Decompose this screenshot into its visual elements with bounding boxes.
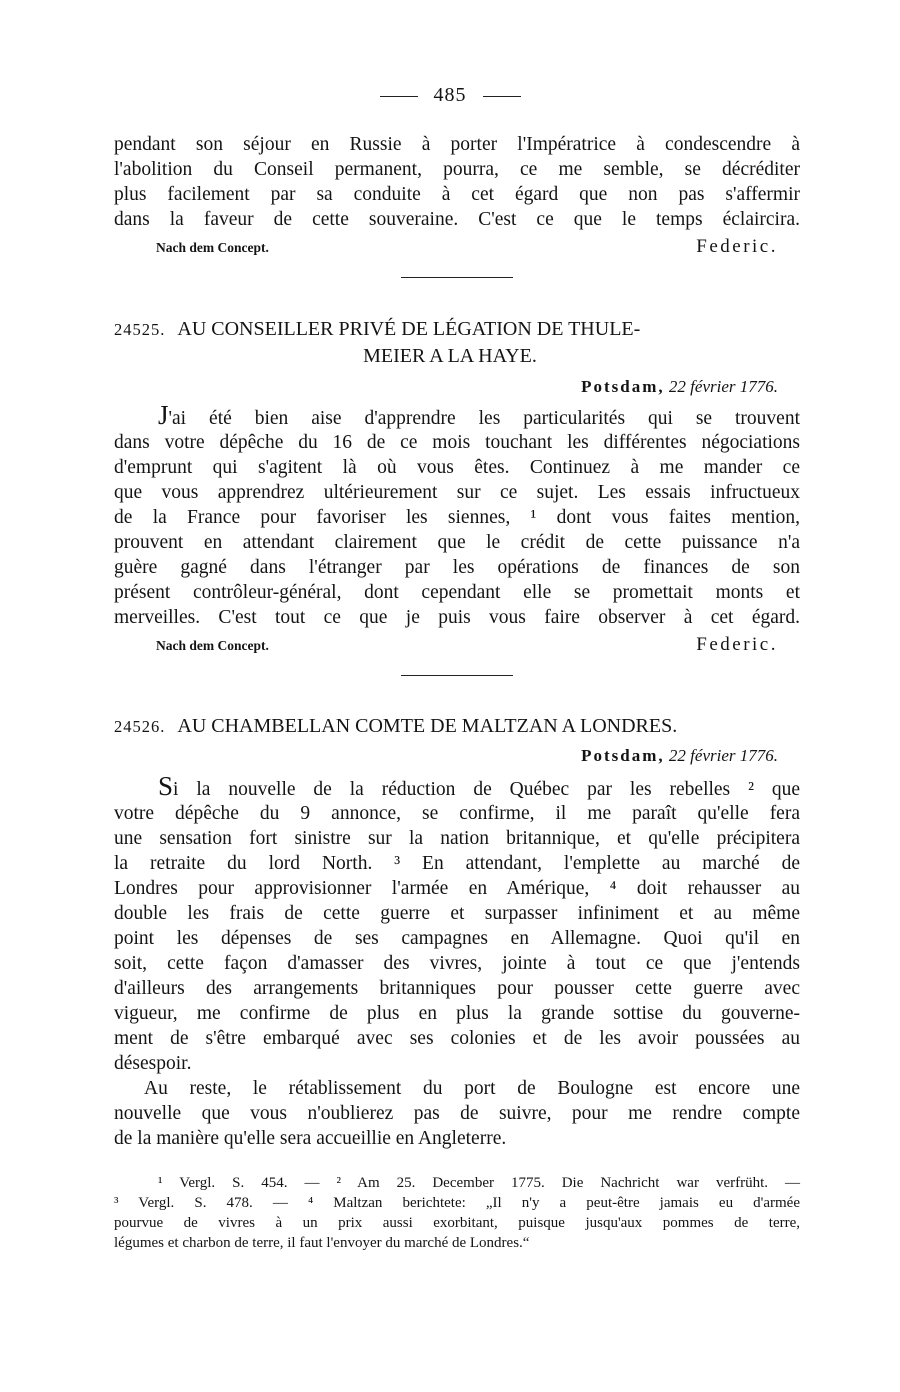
heading-line: AU CONSEILLER PRIVÉ DE LÉGATION DE THULE- (177, 318, 641, 340)
letter-heading (114, 318, 804, 341)
source-note: Nach dem Concept. (156, 638, 269, 653)
date: 22 février 1776. (668, 746, 778, 765)
date: 22 février 1776. (668, 377, 778, 396)
footnotes (114, 1173, 800, 1253)
intro-paragraph (114, 132, 800, 232)
text-line: nouvelle que vous n'oublierez pas de suivre, pour me rendre compte (114, 1103, 800, 1124)
text-line-rest: i la nouvelle de la réduction de Québec par les rebelles ² que (173, 779, 800, 800)
letter-number: 24526. (114, 717, 166, 736)
text-line: dans votre dépêche du 16 de ce mois touchant les différentes négociations (114, 432, 800, 453)
initial-letter: S (158, 771, 174, 801)
text-line: une sensation fort sinistre sur la nation britannique, et qu'elle précipitera (114, 828, 800, 849)
initial-letter: J (158, 400, 169, 430)
place: Potsdam, (581, 377, 665, 396)
text-line: Au reste, le rétablissement du port de Boulogne est encore une (144, 1078, 800, 1099)
text-line: de la manière qu'elle sera accueillie en Angleterre. (114, 1128, 507, 1149)
text-line: point les dépenses de ses campagnes en Allemagne. Quoi qu'il en (114, 928, 800, 949)
signature-row (156, 634, 778, 656)
text-line: d'emprunt qui s'agitent là où vous êtes. Continuez à me mander ce (114, 457, 800, 478)
text-line: Londres pour approvisionner l'armée en Amérique, ⁴ doit rehausser au (114, 878, 800, 899)
footnote-line: légumes et charbon de terre, il faut l'envoyer du marché de Londres.“ (114, 1235, 530, 1251)
letter-number: 24525. (114, 320, 166, 339)
text-line: présent contrôleur-général, dont cependant elle se promettait monts et (114, 582, 800, 603)
text-line: soit, cette façon d'amasser des vivres, jointe à tout ce que j'entends (114, 953, 800, 974)
footnote-line: pourvue de vivres à un prix aussi exorbitant, puisque jusqu'aux pommes de terre, (114, 1215, 800, 1231)
text-line: prouvent en attendant clairement que le crédit de cette puissance n'a (114, 532, 800, 553)
text-line (114, 771, 800, 801)
text-line (114, 400, 800, 430)
letter-dateline (581, 746, 778, 766)
place: Potsdam, (581, 746, 665, 765)
text-line: la retraite du lord North. ³ En attendant, l'emplette au marché de (114, 853, 800, 874)
letter-body (114, 400, 800, 630)
text-line-rest: 'ai été bien aise d'apprendre les particularités qui se trouvent (168, 408, 800, 429)
signature-row (156, 236, 778, 258)
text-line: plus facilement par sa conduite à cet égard que non pas s'affermir (114, 184, 800, 205)
text-line: dans la faveur de cette souveraine. C'est ce que le temps éclaircira. (114, 209, 800, 230)
letter-dateline (581, 377, 778, 397)
letter-heading (114, 715, 804, 738)
footnote-line: ¹ Vergl. S. 454. — ² Am 25. December 1775. Die Nachricht war verfrüht. — (158, 1175, 800, 1191)
text-line: désespoir. (114, 1053, 192, 1074)
source-note: Nach dem Concept. (156, 240, 269, 255)
section-divider (401, 277, 513, 278)
heading-line: MEIER A LA HAYE. (363, 345, 537, 367)
text-line: vigueur, me confirme de plus en plus la grande sottise du gouverne- (114, 1003, 800, 1024)
text-line: de la France pour favoriser les siennes, ¹ dont vous faites mention, (114, 507, 800, 528)
footnote-line: ³ Vergl. S. 478. — ⁴ Maltzan berichtete: „Il n'y a peut-être jamais eu d'armée (114, 1195, 800, 1211)
text-line: l'abolition du Conseil permanent, pourra, ce me semble, se décréditer (114, 159, 800, 180)
signature: Federic. (696, 236, 778, 257)
section-divider (401, 675, 513, 676)
page-number: 485 (433, 84, 467, 106)
page-header (0, 84, 900, 107)
signature: Federic. (696, 634, 778, 655)
heading-line: AU CHAMBELLAN COMTE DE MALTZAN A LONDRES. (177, 715, 678, 737)
text-line: double les frais de cette guerre et surpasser infiniment et au même (114, 903, 800, 924)
header-dash-right (483, 96, 521, 97)
text-line: merveilles. C'est tout ce que je puis vous faire observer à cet égard. (114, 607, 800, 628)
text-line: d'ailleurs des arrangements britanniques pour pousser cette guerre avec (114, 978, 800, 999)
letter-body (114, 771, 800, 1151)
text-line: guère gagné dans l'étranger par les opérations de finances de son (114, 557, 800, 578)
text-line: votre dépêche du 9 annonce, se confirme, il me paraît qu'elle fera (114, 803, 800, 824)
header-dash-left (380, 96, 418, 97)
text-line: que vous apprendrez ultérieurement sur ce sujet. Les essais infructueux (114, 482, 800, 503)
text-line: pendant son séjour en Russie à porter l'Impératrice à condescendre à (114, 134, 800, 155)
text-line: ment de s'être embarqué avec ses colonies et de les avoir poussées au (114, 1028, 800, 1049)
